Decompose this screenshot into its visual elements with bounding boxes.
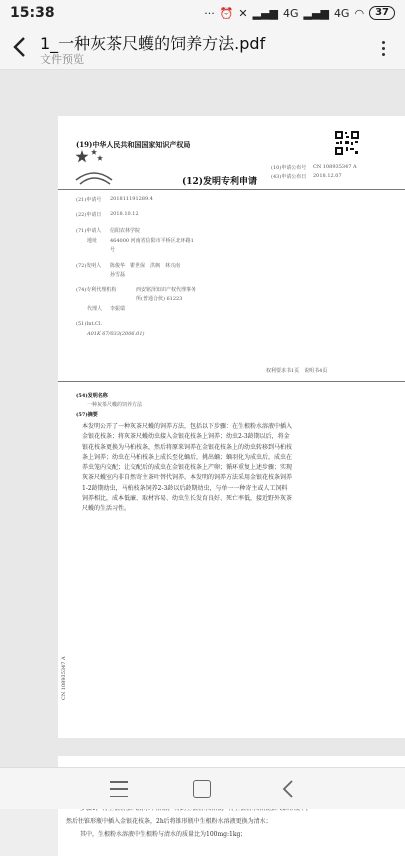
abstract-text: 本发明公开了一种灰茶尺蠖的饲养方法，包括以下步骤：在生根粉水溶液中插入金银花枝条；将灰茶尺蠖幼虫接入金银花枝条上饲养；幼虫2-3龄期以后，将金银花枝条更换为马桕枝条，然后将原来饲养在金银花枝条上的幼虫转移到马桕枝条上饲养；幼虫在马桕枝条上成长至化蛹后，挑出蛹；蛹羽化为成虫后，成虫在养虫笼内交配；让交配后的成虫在金银花枝条上产卵；循环重复上述步骤；实现灰茶尺蠖室内非自然寄主茶叶替代饲养。本发明的饲养方法采用金银花枝条饲养1-2龄期幼虫，马桕枝条饲养2-3龄以后龄期幼虫，与单一一种寄主或人工饲料饲养相比，成本低廉、取材容易、幼虫生长发育良好、死亡率低，接近野外灰茶尺蠖的生活习性。 [82,423,293,513]
issuing-office: (19)中华人民共和国国家知识产权局 [76,140,191,149]
file-title: 1_一种灰茶尺蠖的饲养方法.pdf [40,34,266,53]
agency-label: (74)专利代理机构 [76,287,117,293]
network-type-2: 4G [333,6,350,20]
file-subtitle: 文件预览 [40,53,84,66]
address-label: 地址 [87,238,98,244]
address-line-2: 号 [110,247,116,253]
signal-icon-1: ▂▄▆ [252,6,279,20]
applicant-label: (71)申请人 [76,228,102,234]
network-type-1: 4G [283,6,299,20]
application-date: 2018.10.12 [110,211,139,217]
home-icon[interactable] [193,780,211,798]
pages-divider [58,381,405,382]
pdf-viewer[interactable] [0,70,405,838]
agency-line-2: 所(普通合伙) 61223 [136,296,183,302]
wifi-icon: ◠ [354,6,365,20]
inventors-line-1: 陈俊华 瞿世保 洪枫 林兴南 [110,263,181,269]
publication-date: 2018.12.07 [313,173,342,179]
application-date-label: (22)申请日 [76,212,102,218]
invention-title-label: (54)发明名称 [76,393,108,399]
more-options-icon[interactable] [373,34,393,62]
publication-date-label: (43)申请公布日 [271,174,307,180]
alarm-icon: ⏰ [219,6,234,20]
application-number-label: (21)申请号 [76,197,102,203]
address-line-1: 464000 河南省信阳市平桥区北环路1 [110,238,194,244]
ipc-code: A01K 67/033(2006.01) [87,331,145,337]
header-divider [58,189,405,190]
mute-icon: ✕ [238,6,248,20]
claim-line-3: 然后往锥形瓶中插入金银花枝条，2h后将锥形瓶中生根粉水溶液更换为清水； [66,818,272,825]
pages-note: 权利要求书1页 说明书4页 [266,368,328,374]
nav-back-icon[interactable] [278,778,298,800]
battery-icon: 37 [369,6,395,20]
publication-number: CN 108935347 A [313,164,357,170]
status-icons [204,6,395,20]
invention-title: 一种灰茶尺蠖的饲养方法 [87,402,143,408]
document-type: (12)发明专利申请 [182,177,258,187]
more-notifications-icon: ··· [204,6,215,20]
claim-line-4: 其中，生根粉水溶液中生根粉与清水的质量比为100mg:1kg； [80,831,247,838]
ipc-label: (51)Int.Cl. [76,321,103,327]
inventors-label: (72)发明人 [76,263,102,269]
abstract-label: (57)摘要 [76,412,98,418]
signal-icon-2: ▂▄▆ [303,6,329,20]
side-publication-code: CN 108935347 A [61,656,67,700]
application-number: 201811191289.4 [110,196,153,202]
agency-line-1: 西安铭泽知识产权代理事务 [136,287,197,293]
inventors-line-2: 孙雪磊 [110,272,126,278]
publication-number-label: (10)申请公布号 [271,165,307,171]
status-time: 15:38 [10,5,55,21]
menu-icon[interactable] [110,781,128,797]
national-emblem-icon [72,146,116,186]
agent-label: 代理人 [87,306,103,312]
app-bar [0,26,405,70]
back-arrow-icon[interactable] [8,32,34,62]
system-nav-bar [0,767,405,809]
pdf-page-1 [58,116,405,738]
status-bar [0,0,405,26]
qr-code-icon [334,130,360,156]
applicant: 信阳农林学院 [110,228,141,234]
agent: 李振瑞 [110,306,126,312]
